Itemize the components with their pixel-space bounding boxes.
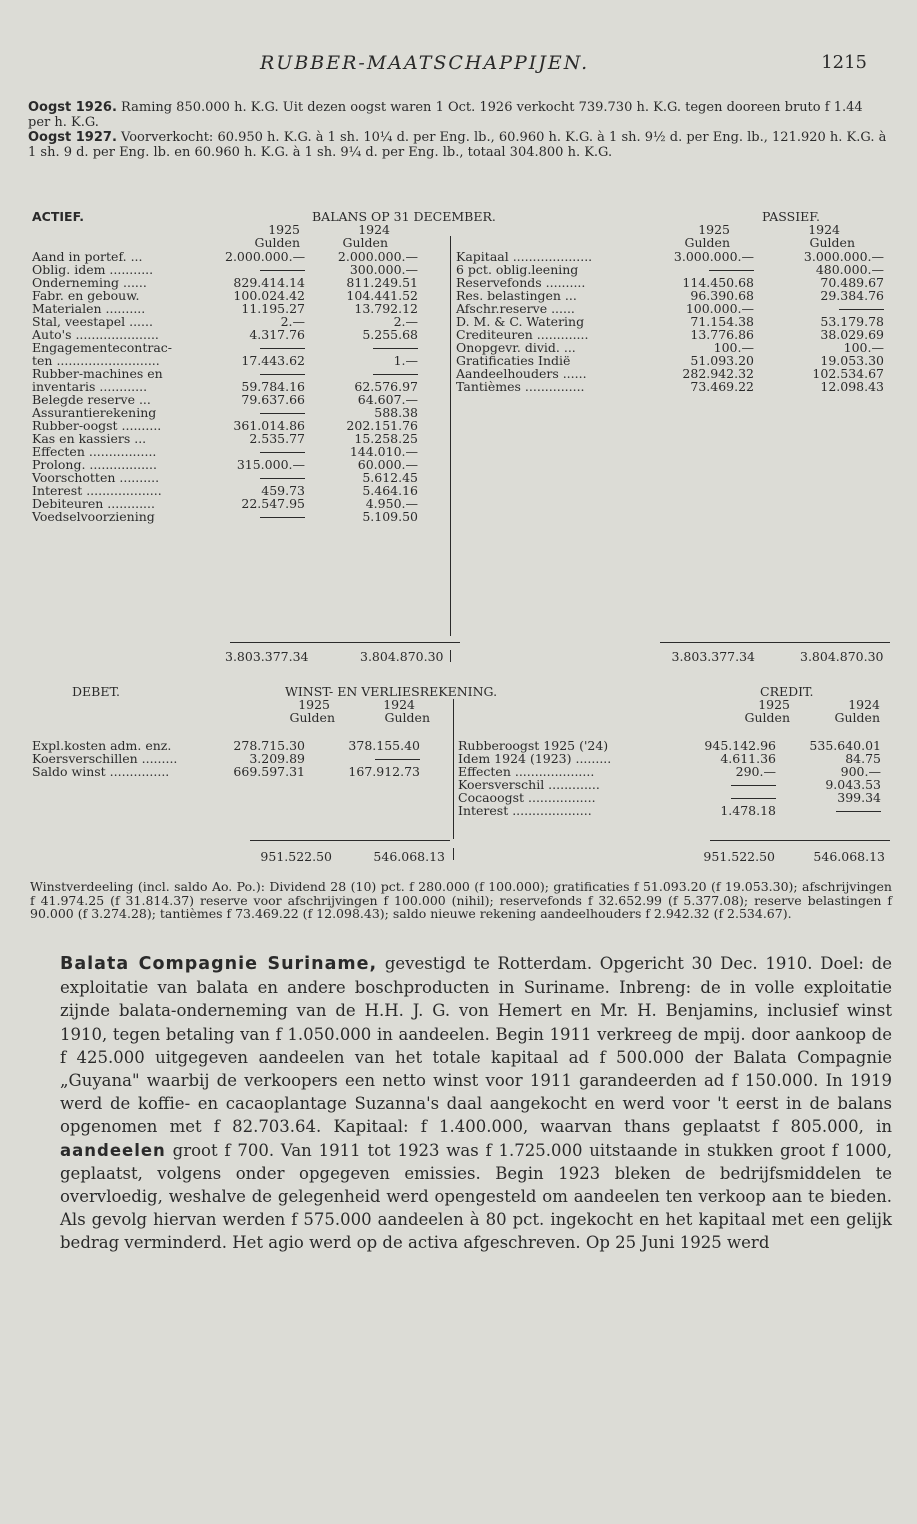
passief-total-rule	[660, 642, 890, 643]
row-value-1924: 5.464.16	[362, 483, 418, 498]
row-label: Belegde reserve ...	[32, 392, 151, 407]
row-label: Rubber-oogst ..........	[32, 418, 162, 433]
row-value-1924: 900.—	[840, 764, 881, 779]
passief-year-1924: 1924	[808, 222, 840, 237]
total-passief-1925: 3.803.377.34	[671, 649, 755, 664]
article-text-1: gevestigd te Rotterdam. Opgericht 30 Dec. 1910. Doel: de exploitatie van balata en andere boschproducten in Suriname. Inbreng: de in volle exploitatie zijnde balata-onderneming van de H.H. J. G. von Hemert en Mr. H. Benjamins, inclusief winst 1910, tegen betaling van f 1.050.000 in aandeelen. Begin 1911 verkreeg de mpij. door aankoop de f 425.000 uitgegeven aandeelen van het totale kapitaal ad f 500.000 der Balata Compagnie „Guyana" waarbij de verkoopers een netto winst voor 1911 garandeerden ad f 150.000. In 1919 werd de koffie- en cacaoplantage Suzanna's daal aangekocht en werd voor 't eerst in de balans opgenomen met f 82.703.64. Kapitaal: f 1.400.000, waarvan thans geplaatst f 805.000, in	[60, 954, 892, 1137]
row-value-1925: 1.478.18	[720, 803, 776, 818]
profit-loss	[30, 685, 890, 870]
row-label: Idem 1924 (1923) .........	[458, 751, 612, 766]
table-row	[30, 765, 450, 778]
balance-years	[30, 223, 890, 236]
article-balata	[60, 952, 892, 1255]
row-label: Fabr. en gebouw.	[32, 288, 140, 303]
row-value-1925: 2.000.000.—	[225, 249, 306, 264]
row-value-1924: 1.—	[393, 353, 418, 368]
row-value-1924: 64.607.—	[357, 392, 418, 407]
row-label: Debiteuren ............	[32, 496, 155, 511]
row-label: Effecten ....................	[458, 764, 595, 779]
row-value-1925: 100.—	[713, 340, 754, 355]
row-value-1925: 2.535.77	[249, 431, 305, 446]
row-label: Koersverschillen .........	[32, 751, 178, 766]
row-label: inventaris ............	[32, 379, 148, 394]
harvest-1926-text: Raming 850.000 h. K.G. Uit dezen oogst waren 1 Oct. 1926 verkocht 739.730 h. K.G. tegen dooreen bruto f 1.44 per h. K.G.	[28, 100, 863, 130]
row-value-1924: 12.098.43	[820, 379, 884, 394]
row-value-1925: 11.195.27	[241, 301, 305, 316]
row-value-1924: 13.792.12	[354, 301, 418, 316]
row-value-1925: 22.547.95	[241, 496, 305, 511]
row-value-1924: 19.053.30	[820, 353, 884, 368]
debet-total-rule	[250, 840, 450, 841]
row-value-1925: 51.093.20	[690, 353, 754, 368]
row-value-1924: 3.000.000.—	[803, 249, 884, 264]
page-number: 1215	[821, 52, 867, 73]
row-label: Auto's .....................	[32, 327, 159, 342]
winst-divider	[453, 699, 454, 839]
row-value-1925: 100.000.—	[685, 301, 754, 316]
row-value-1924: 104.441.52	[346, 288, 418, 303]
actief-year-1925: 1925	[268, 222, 300, 237]
row-label: Engagementecontrac-	[32, 340, 173, 355]
total-debet-1925: 951.522.50	[260, 849, 332, 864]
row-label: Effecten .................	[32, 444, 157, 459]
debet-unit-1925: Gulden	[289, 710, 335, 725]
row-label: Onderneming ......	[32, 275, 147, 290]
winst-totals	[30, 850, 890, 863]
row-label: Kapitaal ....................	[456, 249, 593, 264]
row-value-1924: 5.109.50	[362, 509, 418, 524]
debet-unit-1924: Gulden	[384, 710, 430, 725]
row-value-1925: 3.000.000.—	[673, 249, 754, 264]
actief-unit-1924: Gulden	[342, 235, 388, 250]
row-value-1924: 300.000.—	[349, 262, 418, 277]
row-label: Materialen ..........	[32, 301, 146, 316]
row-value-1925: 100.024.42	[233, 288, 305, 303]
row-value-1925: 361.014.86	[233, 418, 305, 433]
row-value-1925: 290.—	[735, 764, 776, 779]
harvest-1927-label: Oogst 1927.	[28, 130, 117, 145]
total-credit-1925: 951.522.50	[703, 849, 775, 864]
row-value-1924: 53.179.78	[820, 314, 884, 329]
actief-rows	[30, 250, 450, 523]
row-value-1924: 378.155.40	[348, 738, 420, 753]
row-label: Saldo winst ...............	[32, 764, 170, 779]
credit-year-1924: 1924	[848, 697, 880, 712]
balance-totals	[30, 650, 890, 663]
row-value-1924: 102.534.67	[812, 366, 884, 381]
row-value-1924: 202.151.76	[346, 418, 418, 433]
row-value-1925: 71.154.38	[690, 314, 754, 329]
row-value-1924: 38.029.69	[820, 327, 884, 342]
debet-rows	[30, 739, 450, 778]
winst-units	[30, 711, 890, 724]
row-label: Stal, veestapel ......	[32, 314, 153, 329]
row-value-1924: 2.—	[393, 314, 418, 329]
row-value-1925: 17.443.62	[241, 353, 305, 368]
row-label: Rubber-machines en	[32, 366, 163, 381]
row-label: Expl.kosten adm. enz.	[32, 738, 172, 753]
article-text-2: groot f 700. Van 1911 tot 1923 was f 1.725.000 uitstaande in stukken groot f 1000, geplaatst, volgens onder opgegeven emissies. Begin 1923 bleken de bedrijfsmiddelen te overvloedig, weshalve de gelegenheid werd opengesteld om aandeelen ten verkoop aan te bieden. Als gevolg hiervan werden f 575.000 aandeelen à 80 pct. ingekocht en het kapitaal met een gelijk bedrag verminderd. Het agio werd op de activa afgeschreven. Op 25 Juni 1925 werd	[60, 1140, 893, 1253]
row-value-1924: 5.612.45	[362, 470, 418, 485]
row-label: Tantièmes ...............	[456, 379, 585, 394]
company-name: Balata Compagnie Suriname,	[60, 954, 378, 974]
row-value-1925: 278.715.30	[233, 738, 305, 753]
row-label: Res. belastingen ...	[456, 288, 577, 303]
row-value-1924: 535.640.01	[809, 738, 881, 753]
row-value-1924: 100.—	[843, 340, 884, 355]
row-value-1925: 4.611.36	[720, 751, 776, 766]
row-value-1924	[801, 804, 881, 817]
harvest-1927	[28, 130, 888, 160]
row-label: ten ..........................	[32, 353, 160, 368]
winst-title: WINST- EN VERLIESREKENING.	[285, 684, 498, 699]
debet-label: DEBET.	[72, 684, 120, 699]
balance-sheet	[30, 210, 890, 670]
total-credit-1924: 546.068.13	[813, 849, 885, 864]
row-value-1924: 2.000.000.—	[337, 249, 418, 264]
passief-rows	[454, 250, 894, 393]
row-label: Voedselvoorziening	[32, 509, 155, 524]
row-label: Reservefonds ..........	[456, 275, 586, 290]
debet-year-1925: 1925	[298, 697, 330, 712]
actief-unit-1925: Gulden	[254, 235, 300, 250]
aandeelen-word: aandeelen	[60, 1140, 166, 1160]
row-label: D. M. & C. Watering	[456, 314, 585, 329]
row-value-1924: 480.000.—	[815, 262, 884, 277]
row-label: Voorschotten ..........	[32, 470, 160, 485]
row-value-1925: 829.414.14	[233, 275, 305, 290]
row-value-1925: 945.142.96	[704, 738, 776, 753]
table-row	[30, 510, 450, 523]
row-value-1924: 144.010.—	[349, 444, 418, 459]
running-title: RUBBER-MAATSCHAPPIJEN.	[260, 52, 590, 74]
total-passief-1924: 3.804.870.30	[800, 649, 884, 664]
passief-label: PASSIEF.	[762, 209, 820, 224]
actief-year-1924: 1924	[358, 222, 390, 237]
row-value-1924: 167.912.73	[348, 764, 420, 779]
row-label: Prolong. .................	[32, 457, 157, 472]
row-label: Assurantierekening	[32, 405, 157, 420]
passief-unit-1924: Gulden	[809, 235, 855, 250]
row-value-1924: 5.255.68	[362, 327, 418, 342]
row-value-1925: 96.390.68	[690, 288, 754, 303]
row-label: Rubberoogst 1925 ('24)	[458, 738, 609, 753]
row-label: Afschr.reserve ......	[456, 301, 575, 316]
row-value-1925: 315.000.—	[236, 457, 305, 472]
row-value-1924: 15.258.25	[354, 431, 418, 446]
row-value-1924: 70.489.67	[820, 275, 884, 290]
row-value-1924: 62.576.97	[354, 379, 418, 394]
row-value-1924: 60.000.—	[357, 457, 418, 472]
total-actief-1924: 3.804.870.30	[360, 649, 444, 664]
row-value-1925: 73.469.22	[690, 379, 754, 394]
passief-year-1925: 1925	[698, 222, 730, 237]
row-value-1924: 9.043.53	[825, 777, 881, 792]
row-label: Onopgevr. divid. ...	[456, 340, 576, 355]
profit-distribution-note: Winstverdeeling (incl. saldo Ao. Po.): Dividend 28 (10) pct. f 280.000 (f 100.000); gratificaties f 51.093.20 (f 19.053.30); afschrijvingen f 41.974.25 (f 31.814.37) reserve voor afschrijvingen f 100.000 (nihil); reservefonds f 32.652.99 (f 5.377.08); reserve belastingen f 90.000 (f 3.274.28); tantièmes f 73.469.22 (f 12.098.43); saldo nieuwe rekening aandeelhouders f 2.942.32 (f 2.534.67).	[30, 879, 892, 921]
balance-title: BALANS OP 31 DECEMBER.	[312, 209, 496, 224]
row-label: Aand in portef. ...	[32, 249, 143, 264]
harvest-1926	[28, 100, 888, 130]
row-value-1925: 79.637.66	[241, 392, 305, 407]
balance-divider	[450, 236, 451, 636]
credit-unit-1925: Gulden	[744, 710, 790, 725]
row-value-1924: 29.384.76	[820, 288, 884, 303]
row-value-1925: 59.784.16	[241, 379, 305, 394]
row-label: Crediteuren .............	[456, 327, 589, 342]
row-label: Interest ....................	[458, 803, 592, 818]
row-value-1925: 3.209.89	[249, 751, 305, 766]
table-row	[456, 804, 896, 817]
harvest-1926-label: Oogst 1926.	[28, 100, 117, 115]
row-value-1925: 4.317.76	[249, 327, 305, 342]
actief-total-rule	[230, 642, 460, 643]
row-label: Koersverschil .............	[458, 777, 600, 792]
article-paragraph	[60, 952, 892, 1255]
harvest-1927-text: Voorverkocht: 60.950 h. K.G. à 1 sh. 10¼ d. per Eng. lb., 60.960 h. K.G. à 1 sh. 9½ d. per Eng. lb., 121.920 h. K.G. à 1 sh. 9 d. per Eng. lb. en 60.960 h. K.G. à 1 sh. 9¼ d. per Eng. lb., totaal 304.800 h. K.G.	[28, 130, 887, 160]
row-value-1925: 13.776.86	[690, 327, 754, 342]
row-label: Kas en kassiers ...	[32, 431, 147, 446]
row-value-1925	[225, 510, 305, 523]
total-actief-1925: 3.803.377.34	[225, 649, 309, 664]
row-label: 6 pct. oblig.leening	[456, 262, 579, 277]
credit-unit-1924: Gulden	[834, 710, 880, 725]
table-row	[454, 380, 894, 393]
row-value-1925: 669.597.31	[233, 764, 305, 779]
row-value-1924: 399.34	[837, 790, 881, 805]
row-value-1925	[691, 778, 776, 791]
balance-units	[30, 236, 890, 249]
row-value-1925: 2.—	[280, 314, 305, 329]
row-value-1925: 282.942.32	[682, 366, 754, 381]
row-value-1924: 4.950.—	[365, 496, 418, 511]
credit-total-rule	[710, 840, 890, 841]
row-label: Aandeelhouders ......	[456, 366, 587, 381]
actief-label: ACTIEF.	[32, 209, 85, 224]
balance-heading	[30, 210, 890, 223]
row-label: Cocaoogst .................	[458, 790, 596, 805]
row-value-1925: 459.73	[261, 483, 305, 498]
row-value-1925: 114.450.68	[682, 275, 754, 290]
credit-label: CREDIT.	[760, 684, 814, 699]
passief-unit-1925: Gulden	[684, 235, 730, 250]
row-value-1924: 588.38	[374, 405, 418, 420]
row-value-1924: 84.75	[845, 751, 881, 766]
page-header	[0, 52, 917, 82]
credit-year-1925: 1925	[758, 697, 790, 712]
debet-year-1924: 1924	[383, 697, 415, 712]
row-label: Gratificaties Indië	[456, 353, 571, 368]
row-label: Interest ...................	[32, 483, 162, 498]
row-label: Oblig. idem ...........	[32, 262, 154, 277]
total-debet-1924: 546.068.13	[373, 849, 445, 864]
row-value-1924: 811.249.51	[346, 275, 418, 290]
credit-rows	[456, 739, 896, 817]
harvest-notes	[28, 100, 888, 160]
